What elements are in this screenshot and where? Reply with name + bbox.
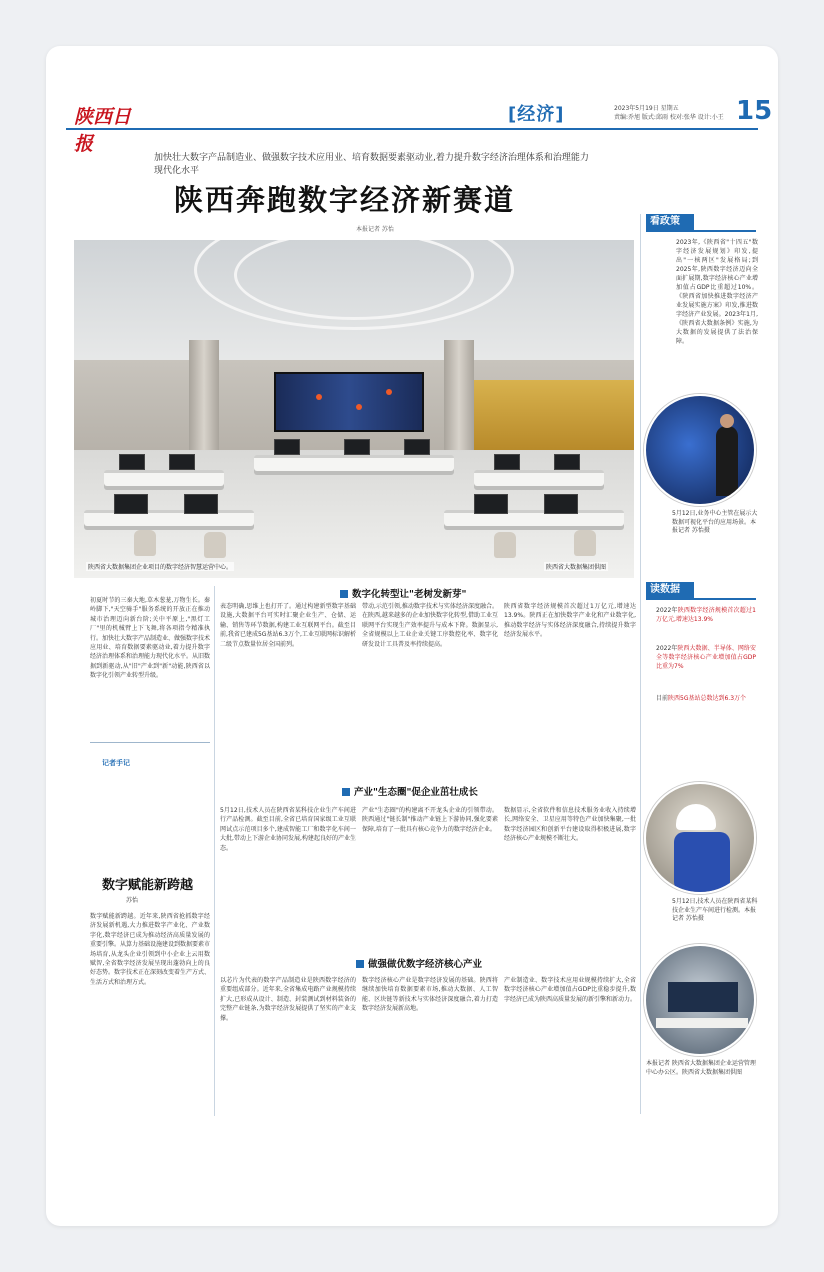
monitor xyxy=(169,454,195,470)
desk xyxy=(474,470,604,486)
monitor xyxy=(344,439,370,455)
photo-credit: 陕西省大数据集团供图 xyxy=(546,564,607,571)
stat-item xyxy=(656,694,756,703)
office-desk xyxy=(656,1018,748,1028)
rail-caption-1: 5月12日,业务中心主管在展示大数据可视化平台的应用场景。本报记者 苏怡摄 xyxy=(672,510,758,534)
body-col3-c: 数字经济核心产业是数字经济发展的基础。陕西将继续加快培育数据要素市场,推动大数据、人工智能、区块链等新技术与实体经济深度融合,着力打造数字经济发展新高地。 xyxy=(362,977,498,1013)
monitor xyxy=(404,439,430,455)
monitor xyxy=(474,494,508,514)
hard-hat xyxy=(676,804,716,830)
column-rule xyxy=(214,586,215,1116)
rail-caption-3: 本报记者 陕西省大数据集团企业运营管理中心办公区。陕西省大数据集团供图 xyxy=(646,1060,756,1076)
photo-caption: 陕西省大数据集团企业项目的数字经济智慧运营中心。 xyxy=(88,564,233,571)
editor-credits: 责编:乔旭 版式:邱雨 校对:张华 设计:小王 xyxy=(614,114,724,121)
desk xyxy=(84,510,254,526)
issue-date: 2023年5月19日 星期五 xyxy=(614,105,679,112)
header-divider xyxy=(66,128,758,130)
office-screen xyxy=(668,982,738,1012)
article-kicker: 加快壮大数字产品制造业、做强数字技术应用业、培育数据要素驱动业,着力提升数字经济治理体系和治理能力现代化水平 xyxy=(154,153,589,176)
chair xyxy=(494,532,516,558)
worker xyxy=(674,832,730,892)
person-head xyxy=(720,414,734,428)
window-panel xyxy=(464,380,554,450)
subhead-1: 数字化转型让"老树发新芽" xyxy=(340,586,466,600)
lead-paragraph: 初夏时节的三秦大地,草木葱茏,万物生长。秦岭脚下,"天空骑手"服务系统的开放正在推动城市治理迈向新台阶;关中平原上,"黑灯工厂"里的机械臂上下飞舞,将各项指令精准执行。加快壮大数字产品制造业、做强数字技术应用业、培育数据要素驱动业,着力提升数字经济治理体系和治理能力现代化水平。从旧数据到新驱动,从"旧"产业到"新"动能,陕西省以数字化引领产业转型升级。 xyxy=(90,597,210,680)
page-number: 15 xyxy=(736,96,773,126)
hero-photo xyxy=(74,240,634,578)
desk xyxy=(444,510,624,526)
header-meta xyxy=(614,104,744,122)
sidebar-tag: 记者手记 xyxy=(102,759,130,767)
data-tab: 读数据 xyxy=(646,582,694,598)
body-col4-c: 产业制造业、数字技术应用业规模持续扩大,全省数字经济核心产业增加值占GDP比重稳步提升,数字经济已成为陕西高质量发展的新引擎和新动力。 xyxy=(504,977,636,1003)
body-col2-c: 以芯片为代表的数字产品制造业是陕西数字经济的重要组成部分。近年来,全省集成电路产业规模持续扩大,已形成从设计、制造、封装测试到材料装备的完整产业链条,为数字经济发展提供了坚实的产业支撑。 xyxy=(220,977,356,1022)
rail-photo-1 xyxy=(644,394,756,506)
monitor xyxy=(184,494,218,514)
chair xyxy=(574,530,596,556)
video-wall xyxy=(274,372,424,432)
body-col4-a: 陕西省数字经济规模首次超过1万亿元,增速达13.9%。陕西正在加快数字产业化和产业数字化,推动数字经济与实体经济深度融合,持续提升数字经济发展水平。 xyxy=(504,603,636,639)
newspaper-page xyxy=(66,46,773,1226)
body-col3-a: 带动,示范引领,推动数字技术与实体经济深度融合。在陕西,越来越多的企业加快数字化转型,借助工业互联网平台实现生产效率提升与成本下降。数据显示,全省规模以上工业企业关键工序数控化率、数字化研发设计工具普及率持续提高。 xyxy=(362,603,498,648)
stat-year: 2022年 xyxy=(656,607,678,614)
subhead-3: 做强做优数字经济核心产业 xyxy=(356,956,482,970)
rail-photo-3 xyxy=(644,944,756,1056)
monitor xyxy=(274,439,300,455)
stat-item xyxy=(656,644,756,671)
policy-text: 2023年,《陕西省"十四五"数字经济发展规划》印发,提出"一核两区"发展格局;到2025年,陕西数字经济迈向全面扩展期,数字经济核心产业增加值占GDP比重超过10%。《陕西省加快推进数字经济产业发展实施方案》印发,推进数字经济产业发展。2023年1月,《陕西省大数据条例》实施,为大数据的发展提供了法治保障。 xyxy=(676,239,758,345)
stat-text: 陕西5G基站总数达到6.3万个 xyxy=(668,695,747,702)
stat-text: 陕西数字经济规模首次超过1万亿元,增速达13.9% xyxy=(656,607,756,623)
data-bar xyxy=(646,598,756,600)
sidebar-author: 苏怡 xyxy=(126,897,139,904)
article-byline: 本报记者 苏怡 xyxy=(356,226,394,233)
window-panel xyxy=(554,380,634,450)
sidebar-body: 数字赋能新跨越。近年来,陕西省抢抓数字经济发展新机遇,大力推进数字产业化、产业数字化,数字经济已成为推动经济高质量发展的重要引擎。从算力基础设施建设到数据要素市场培育,从龙头企业引领到中小企业上云用数赋智,全省数字经济发展呈现出蓬勃向上的良好态势。数字技术正在深刻改变着生产方式、生活方式和治理方式。 xyxy=(90,913,210,986)
body-col4-b: 数据显示,全省软件和信息技术服务业收入持续增长,网络安全、卫星应用等特色产业加快集聚,一批数字经济园区和创新平台建设取得积极进展,数字经济核心产业规模不断壮大。 xyxy=(504,807,636,843)
body-col3-b: 产业"生态圈"的构建离不开龙头企业的引领带动。陕西通过"链长制"推动产业链上下游协同,强化要素保障,培育了一批具有核心竞争力的数字经济企业。 xyxy=(362,807,498,833)
screenshot-card xyxy=(46,46,778,1226)
policy-bar xyxy=(646,230,756,232)
monitor xyxy=(544,494,578,514)
person xyxy=(716,426,738,496)
stat-item xyxy=(656,606,756,624)
monitor xyxy=(114,494,148,514)
body-col2-a: 表态明确,思维上也打开了。通过构建新型数字基础设施,大数据平台可实时汇聚企业生产、仓储、运输、销售等环节数据,构建工业互联网平台。截至目前,我省已建成5G基站6.3万个,工业互联网标识解析二级节点数量位居全国前列。 xyxy=(220,603,356,648)
body-col2-b: 5月12日,技术人员在陕西省某科技企业生产车间进行产品检测。截至目前,全省已培育国家级工业互联网试点示范项目多个,建成智能工厂和数字化车间一大批,带动上下游企业协同发展,构建起良好的产业生态。 xyxy=(220,807,356,852)
masthead-logo: 陕西日报 xyxy=(74,106,132,155)
rail-photo-2 xyxy=(644,782,756,894)
chair xyxy=(134,530,156,556)
subhead-2: 产业"生态圈"促企业茁壮成长 xyxy=(342,784,478,798)
stat-year: 2022年 xyxy=(656,645,678,652)
stat-text: 陕西大数据、半导体、网络安全等数字经济核心产业增加值占GDP比重为7% xyxy=(656,645,756,670)
monitor xyxy=(119,454,145,470)
sidebar-top-rule xyxy=(90,742,210,743)
chair xyxy=(204,532,226,558)
desk xyxy=(104,470,224,486)
sidebar-title: 数字赋能新跨越 xyxy=(102,878,194,893)
rail-caption-2: 5月12日,技术人员在陕西省某科技企业生产车间进行检测。本报记者 苏怡摄 xyxy=(672,898,758,922)
section-title: [经济] xyxy=(508,104,565,125)
monitor xyxy=(494,454,520,470)
monitor xyxy=(554,454,580,470)
column-rule xyxy=(640,214,641,1114)
stat-year: 目前 xyxy=(656,695,669,702)
article-headline: 陕西奔跑数字经济新赛道 xyxy=(174,183,516,217)
policy-tab: 看政策 xyxy=(646,214,694,230)
desk xyxy=(254,455,454,471)
